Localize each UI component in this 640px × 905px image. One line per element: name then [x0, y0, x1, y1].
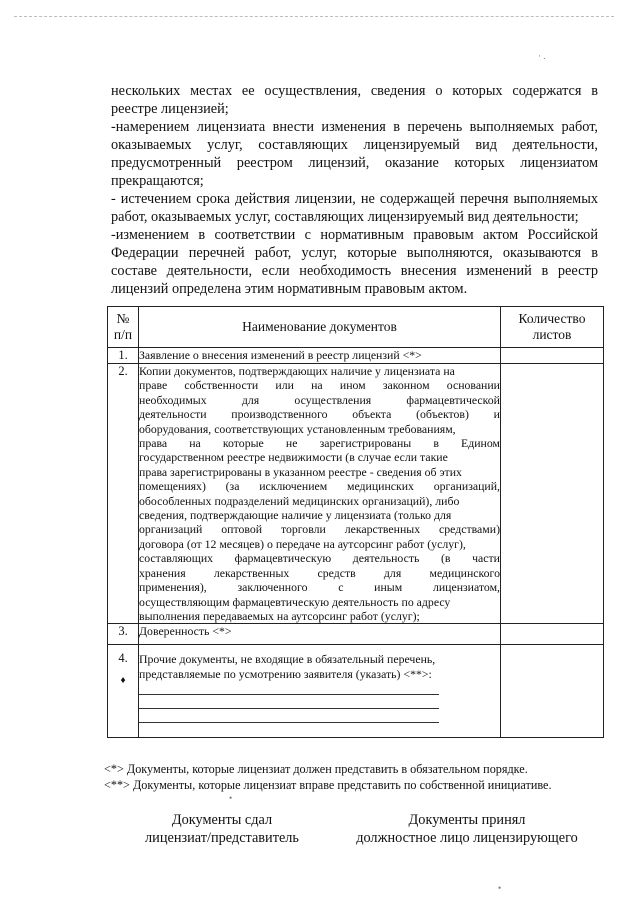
row-page-count — [501, 364, 604, 624]
table-header-row — [108, 307, 604, 348]
row-text-line: хранения лекарственных средств для медицинского — [139, 565, 500, 580]
blank-line[interactable] — [139, 681, 439, 695]
row-text-line: выполнения передаваемых на аутсорсинг работ (услуг); — [139, 608, 420, 623]
footnotes — [104, 761, 604, 793]
row-number — [108, 645, 139, 738]
row-text-line: Доверенность <*> — [139, 624, 232, 639]
row-text-line: Прочие документы, не входящие в обязательный перечень, — [139, 652, 436, 667]
intro-paragraph: -изменением в соответствии с нормативным правовым актом Российской Федерации перечней работ, услуг, которые выполняются, оказываются в составе деятельности, если необходимость внесения изменений в реестр лицензий определена этим нормативным правовым актом. — [111, 227, 598, 297]
header-count: Количество листов — [501, 307, 604, 348]
row-text-line: применения), заключенного с иным лицензиатом, — [139, 580, 500, 595]
row-number: 3. — [108, 624, 139, 645]
footnote-required: <*> Документы, которые лицензиат должен представить в обязательном порядке. — [104, 762, 528, 776]
signature-title: Документы сдал — [171, 812, 273, 828]
intro-paragraph: нескольких местах ее осуществления, сведения о которых содержатся в реестре лицензией; — [111, 83, 598, 117]
row-text-line: права зарегистрированы в указанном реестре - сведения об этих — [139, 464, 462, 479]
row-document-name — [139, 624, 501, 645]
scan-speck: · . — [538, 51, 546, 61]
row-page-count — [501, 645, 604, 738]
row-document-name — [139, 364, 501, 624]
intro-text — [111, 82, 598, 298]
row-text-line: представляемые по усмотрению заявителя (указать) <**>: — [139, 666, 432, 681]
row-text-line: осуществляющим фармацевтическую деятельность по адресу — [139, 594, 451, 609]
table-row — [108, 624, 604, 645]
row-number-text: 4. — [118, 651, 128, 666]
intro-paragraph: - истечением срока действия лицензии, не содержащей перечня выполняемых работ, оказываемых услуг, составляющих лицензируемый вид деятельности; — [111, 191, 598, 225]
scan-speck: • — [498, 883, 502, 893]
row-document-name — [139, 348, 501, 364]
row-text-line: необходимых для осуществления фармацевтической — [139, 392, 500, 407]
signature-role: должностное лицо лицензирующего — [356, 830, 578, 846]
signature-submitted — [127, 811, 317, 847]
row-text-line: обособленных подразделений медицинских организаций), либо — [139, 493, 460, 508]
table-row — [108, 348, 604, 364]
row-page-count — [501, 348, 604, 364]
row-text-line: сведения, подтверждающие наличие у лицензиата (только для — [139, 508, 452, 523]
row-text-line: государственном реестре недвижимости (в случае если такие — [139, 450, 448, 465]
row-text-line: договора (от 12 месяцев) о передаче на аутсорсинг работ (услуг), — [139, 536, 466, 551]
row-text-line: Копии документов, подтверждающих наличие у лицензиата на — [139, 364, 455, 378]
row-text-line: права на которые не зарегистрированы в Едином — [139, 436, 500, 451]
row-text-line: деятельности производственного объекта (объектов) и — [139, 407, 500, 422]
documents-table — [107, 306, 604, 738]
row-text-line: праве собственности или на ином законном основании — [139, 378, 500, 393]
table-row — [108, 645, 604, 738]
blank-line[interactable] — [139, 695, 439, 709]
blank-line[interactable] — [139, 709, 439, 723]
intro-paragraph: -намерением лицензиата внести изменения в перечень выполняемых работ, оказываемых услуг, составляющих лицензируемый вид деятельности, предусмотренный реестром лицензий, оказание которых лицензиатом прекращаются; — [111, 119, 598, 189]
table-row — [108, 364, 604, 624]
header-num: № п/п — [108, 307, 139, 348]
row-text-line: оборудования, соответствующих установленным требованиям, — [139, 421, 456, 436]
row-document-name — [139, 645, 501, 738]
row-number: 1. — [108, 348, 139, 364]
row-text-line: помещениях) (за исключением медицинских организаций, — [139, 479, 500, 494]
top-scan-line — [14, 16, 614, 17]
row-page-count — [501, 624, 604, 645]
row-text-line: организаций оптовой торговли лекарственных средствами) — [139, 522, 500, 537]
scan-speck: • — [229, 793, 233, 803]
header-name: Наименование документов — [139, 307, 501, 348]
signature-title: Документы принял — [408, 812, 526, 828]
footnote-optional: <**> Документы, которые лицензиат вправе представить по собственной инициативе. — [104, 778, 552, 792]
bullet-mark: ♦ — [120, 675, 126, 687]
row-number: 2. — [108, 364, 139, 624]
signature-accepted — [345, 811, 589, 847]
signature-role: лицензиат/представитель — [145, 830, 299, 846]
row-text-line: составляющих фармацевтическую деятельность (в части — [139, 551, 500, 566]
row-text-line: Заявление о внесения изменений в реестр лицензий <*> — [139, 348, 422, 362]
